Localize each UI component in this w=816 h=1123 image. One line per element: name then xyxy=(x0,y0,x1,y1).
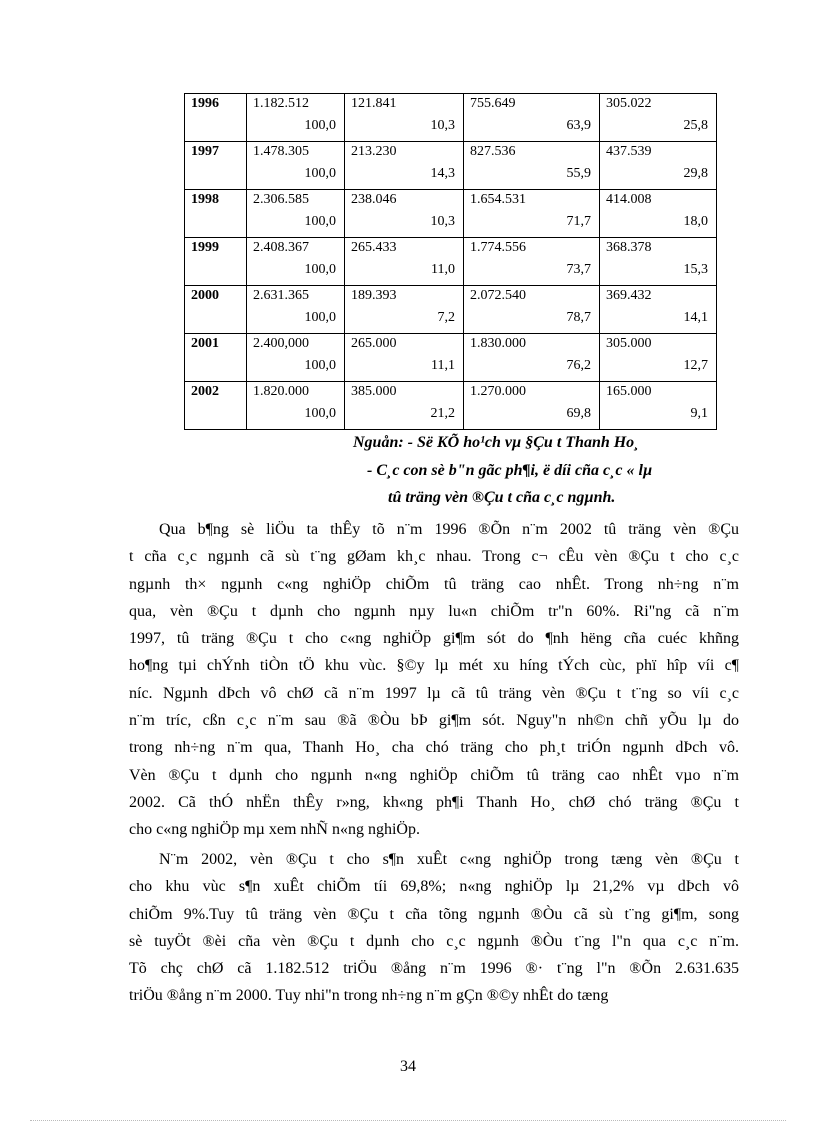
text-line: ho¶ng tµi chÝnh tiÒn tÖ khu vùc. §©y lµ mét xu híng tÝch cùc, phï hîp víi c¶ xyxy=(129,657,739,675)
text-line: N¨m 2002, vèn ®Çu t cho s¶n xuÊt c«ng nghiÖp trong tæng vèn ®Çu t xyxy=(159,851,739,868)
cell-value: 385.000 xyxy=(351,384,397,399)
cell-value: 755.649 xyxy=(470,96,516,111)
cell-share: 10,3 xyxy=(430,214,455,229)
cell-value: 305.022 xyxy=(606,96,652,111)
cell-value: 369.432 xyxy=(606,288,652,303)
year-cell: 2002 xyxy=(185,382,247,430)
cell-value: 121.841 xyxy=(351,96,397,111)
cell-share: 14,3 xyxy=(430,166,455,181)
text-line: níc. Ngµnh dÞch vô chØ cã n¨m 1997 lµ cã tû träng vèn ®Çu t t¨ng so víi c¸c xyxy=(129,684,739,702)
table-row xyxy=(185,238,717,286)
table-row xyxy=(185,190,717,238)
year-cell: 2000 xyxy=(185,286,247,334)
cell-value: 1.820.000 xyxy=(253,384,309,399)
value-cell xyxy=(464,142,600,190)
value-cell xyxy=(247,94,345,142)
cell-value: 368.378 xyxy=(606,240,652,255)
cell-value: 213.230 xyxy=(351,144,397,159)
footer-divider xyxy=(30,1120,786,1121)
page-number: 34 xyxy=(400,1058,416,1075)
cell-share: 63,9 xyxy=(566,118,591,133)
value-cell xyxy=(247,238,345,286)
text-line: t cña c¸c ngµnh cã sù t¨ng gØam kh¸c nhau. Trong c¬ cÊu vèn ®Çu t cho c¸c xyxy=(129,548,739,566)
text-line: Qua b¶ng sè liÖu ta thÊy tõ n¨m 1996 ®Õn n¨m 2002 tû träng vèn ®Çu xyxy=(159,521,739,538)
cell-value: 1.830.000 xyxy=(470,336,526,351)
cell-value: 1.478.305 xyxy=(253,144,309,159)
text-line: 1997, tû träng ®Çu t cho c«ng nghiÖp gi¶m sót do ¶nh hëng cña cuéc khñng xyxy=(129,630,739,648)
cell-share: 71,7 xyxy=(566,214,591,229)
cell-share: 11,1 xyxy=(431,358,455,373)
year-cell: 1998 xyxy=(185,190,247,238)
cell-value: 1.270.000 xyxy=(470,384,526,399)
cell-value: 165.000 xyxy=(606,384,652,399)
value-cell xyxy=(600,142,717,190)
value-cell xyxy=(464,238,600,286)
value-cell xyxy=(464,334,600,382)
source-line-2: - C¸c con sè b"n gãc ph¶i, ë díi cña c¸c « lµ xyxy=(367,462,653,479)
cell-share: 21,2 xyxy=(430,406,455,421)
cell-share: 15,3 xyxy=(683,262,708,277)
value-cell xyxy=(345,94,464,142)
text-line: Tõ chç chØ cã 1.182.512 triÖu ®ång n¨m 1996 ®· t¨ng l"n ®Õn 2.631.635 xyxy=(129,960,739,978)
cell-value: 265.433 xyxy=(351,240,397,255)
value-cell xyxy=(600,286,717,334)
table-row xyxy=(185,382,717,430)
value-cell xyxy=(464,286,600,334)
cell-value: 2.072.540 xyxy=(470,288,526,303)
value-cell xyxy=(345,238,464,286)
cell-share: 100,0 xyxy=(304,358,336,373)
cell-value: 2.306.585 xyxy=(253,192,309,207)
value-cell xyxy=(600,382,717,430)
value-cell xyxy=(345,382,464,430)
table-row xyxy=(185,94,717,142)
cell-share: 11,0 xyxy=(431,262,455,277)
cell-share: 73,7 xyxy=(566,262,591,277)
cell-share: 100,0 xyxy=(304,118,336,133)
cell-value: 1.654.531 xyxy=(470,192,526,207)
text-line: cho khu vùc s¶n xuÊt chiÕm tíi 69,8%; n«ng nghiÖp lµ 21,2% vµ dÞch vô xyxy=(129,878,739,896)
cell-value: 414.008 xyxy=(606,192,652,207)
cell-value: 2.400,000 xyxy=(253,336,309,351)
cell-value: 189.393 xyxy=(351,288,397,303)
value-cell xyxy=(464,382,600,430)
cell-share: 76,2 xyxy=(566,358,591,373)
value-cell xyxy=(600,238,717,286)
year-cell: 1999 xyxy=(185,238,247,286)
cell-value: 2.631.365 xyxy=(253,288,309,303)
value-cell xyxy=(247,190,345,238)
year-cell: 1996 xyxy=(185,94,247,142)
cell-share: 7,2 xyxy=(437,310,455,325)
value-cell xyxy=(600,334,717,382)
cell-value: 437.539 xyxy=(606,144,652,159)
paragraph-1 xyxy=(99,516,739,844)
text-line: triÖu ®ång n¨m 2000. Tuy nhi"n trong nh÷ng n¨m gÇn ®©y nhÊt do tæng xyxy=(129,987,609,1005)
value-cell xyxy=(464,94,600,142)
value-cell xyxy=(464,190,600,238)
cell-share: 100,0 xyxy=(304,166,336,181)
cell-share: 100,0 xyxy=(304,310,336,325)
cell-share: 18,0 xyxy=(683,214,708,229)
text-line: Vèn ®Çu t dµnh cho ngµnh n«ng nghiÖp chiÕm tû träng cao nhÊt vµo n¨m xyxy=(129,766,739,784)
cell-share: 10,3 xyxy=(430,118,455,133)
value-cell xyxy=(600,190,717,238)
paragraph-2 xyxy=(99,846,739,1010)
text-line: 2002. Cã thÓ nhËn thÊy r»ng, kh«ng ph¶i Thanh Ho¸ chØ chó träng ®Çu t xyxy=(129,793,739,811)
table-row xyxy=(185,286,717,334)
text-line: chiÕm 9%.Tuy tû träng vèn ®Çu t cña tõng ngµnh ®Òu cã sù t¨ng gi¶m, song xyxy=(129,905,739,923)
value-cell xyxy=(247,382,345,430)
cell-share: 25,8 xyxy=(683,118,708,133)
value-cell xyxy=(345,190,464,238)
cell-share: 78,7 xyxy=(566,310,591,325)
cell-value: 265.000 xyxy=(351,336,397,351)
table-row xyxy=(185,142,717,190)
cell-value: 238.046 xyxy=(351,192,397,207)
cell-value: 1.774.556 xyxy=(470,240,526,255)
cell-share: 100,0 xyxy=(304,406,336,421)
cell-value: 2.408.367 xyxy=(253,240,309,255)
cell-value: 827.536 xyxy=(470,144,516,159)
cell-share: 29,8 xyxy=(683,166,708,181)
text-line: trong nh÷ng n¨m qua, Thanh Ho¸ cha chó träng cho ph¸t triÓn ngµnh dÞch vô. xyxy=(129,739,739,757)
cell-value: 1.182.512 xyxy=(253,96,309,111)
text-line: ngµnh th× ngµnh c«ng nghiÖp chiÕm tû träng cao nhÊt. Trong nh÷ng n¨m xyxy=(129,575,739,593)
text-line: qua, vèn ®Çu t dµnh cho ngµnh nµy lu«n chiÕm tr"n 60%. Ri"ng cã n¨m xyxy=(129,602,739,620)
value-cell xyxy=(247,334,345,382)
source-line-1: Nguån: - Së KÕ ho¹ch vµ §Çu t Thanh Ho¸ xyxy=(353,434,640,451)
source-line-3: tû träng vèn ®Çu t cña c¸c ngµnh. xyxy=(388,489,616,506)
value-cell xyxy=(345,142,464,190)
cell-share: 55,9 xyxy=(566,166,591,181)
cell-value: 305.000 xyxy=(606,336,652,351)
cell-share: 100,0 xyxy=(304,214,336,229)
cell-share: 14,1 xyxy=(683,310,708,325)
cell-share: 69,8 xyxy=(566,406,591,421)
cell-share: 100,0 xyxy=(304,262,336,277)
table-row xyxy=(185,334,717,382)
value-cell xyxy=(247,286,345,334)
text-line: sè tuyÖt ®èi cña vèn ®Çu t dµnh cho c¸c ngµnh ®Òu t¨ng l"n qua c¸c n¨m. xyxy=(129,932,739,950)
value-cell xyxy=(247,142,345,190)
text-line: n¨m tríc, cßn c¸c n¨m sau ®ã ®Òu bÞ gi¶m sót. Nguy"n nh©n chñ yÕu lµ do xyxy=(129,712,739,730)
value-cell xyxy=(600,94,717,142)
text-line: cho c«ng nghiÖp mµ xem nhÑ n«ng nghiÖp. xyxy=(129,821,420,839)
value-cell xyxy=(345,334,464,382)
cell-share: 9,1 xyxy=(690,406,708,421)
year-cell: 2001 xyxy=(185,334,247,382)
investment-table xyxy=(184,93,717,430)
value-cell xyxy=(345,286,464,334)
cell-share: 12,7 xyxy=(683,358,708,373)
year-cell: 1997 xyxy=(185,142,247,190)
